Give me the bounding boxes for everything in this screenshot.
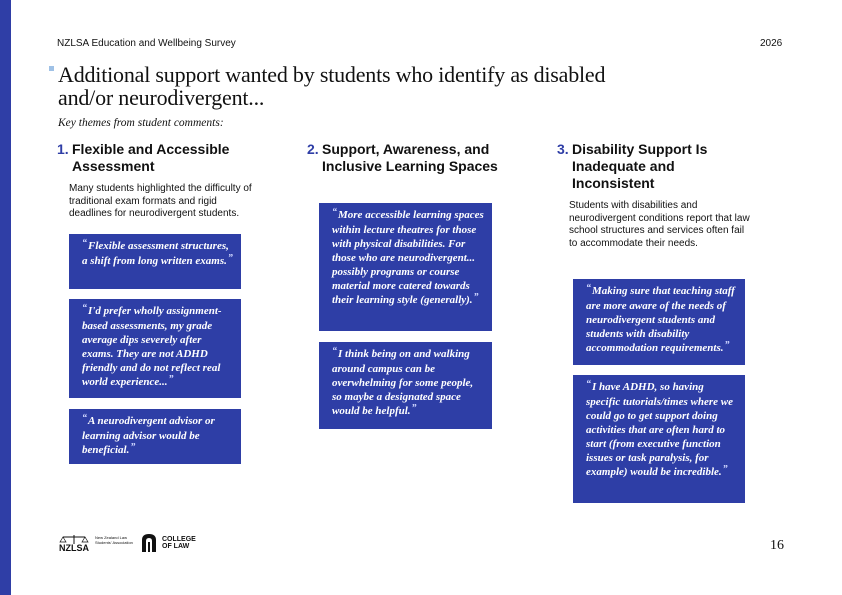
theme-title: Flexible and Accessible Assessment: [72, 141, 230, 174]
quote-card: [69, 409, 241, 464]
open-quote-icon: “: [586, 283, 591, 294]
close-quote-icon: ”: [722, 464, 728, 475]
quote-card: [69, 299, 241, 398]
close-quote-icon: ”: [724, 340, 730, 351]
close-quote-icon: ”: [227, 253, 233, 264]
survey-name: NZLSA Education and Wellbeing Survey: [57, 38, 236, 49]
college-of-law-logo-text: COLLEGE OF LAW: [162, 536, 196, 550]
close-quote-icon: ”: [130, 442, 136, 453]
svg-text:NZLSA: NZLSA: [59, 543, 89, 553]
theme-heading: [557, 141, 757, 192]
quote-text: Making sure that teaching staff are more aware of the needs of neurodivergent students and students with disability accommodation requirements.: [586, 285, 735, 354]
quote-card: [573, 375, 745, 503]
theme-number: 2.: [307, 141, 319, 157]
open-quote-icon: “: [332, 346, 337, 357]
page-number: 16: [770, 538, 784, 553]
theme-number: 3.: [557, 141, 569, 157]
theme-heading: [57, 141, 257, 175]
theme-column-1: [57, 141, 257, 221]
open-quote-icon: “: [82, 303, 87, 314]
close-quote-icon: ”: [168, 374, 174, 385]
close-quote-icon: ”: [411, 403, 417, 414]
close-quote-icon: ”: [473, 292, 479, 303]
nzlsa-logo-text: New Zealand Law Students' Association: [95, 535, 133, 545]
theme-column-2: [307, 141, 507, 175]
theme-heading: [307, 141, 507, 175]
open-quote-icon: “: [82, 238, 87, 249]
open-quote-icon: “: [586, 379, 591, 390]
quote-text: I think being on and walking around campus can be overwhelming for some people, so maybe a designated space would be helpful.: [332, 348, 474, 417]
theme-column-3: [557, 141, 757, 250]
quote-card: [319, 342, 492, 429]
open-quote-icon: “: [82, 413, 87, 424]
theme-title: Disability Support Is Inadequate and Inconsistent: [572, 141, 708, 191]
quote-text: A neurodivergent advisor or learning advisor would be beneficial.: [82, 415, 215, 456]
page-subtitle: Key themes from student comments:: [58, 117, 224, 129]
theme-number: 1.: [57, 141, 69, 157]
quote-card: [573, 279, 745, 365]
open-quote-icon: “: [332, 207, 337, 218]
theme-description: Many students highlighted the difficulty of traditional exam formats and rigid deadlines for neurodivergent students.: [69, 183, 252, 219]
theme-description: Students with disabilities and neurodivergent conditions report that law school structures and services often fail to accommodate their needs.: [569, 200, 750, 249]
quote-card: [69, 234, 241, 289]
quote-text: More accessible learning spaces within lecture theatres for those with physical disabilities. For those who are neurodivergent... possibly programs or course material more catered towards their learning style (generally).: [332, 209, 484, 306]
quote-text: Flexible assessment structures, a shift from long written exams.: [82, 240, 229, 267]
title-marker: [49, 66, 54, 71]
quote-text: I'd prefer wholly assignment-based assessments, my grade average dips severely after exams. They are not ADHD friendly and do not reflect real world experience...: [82, 305, 222, 388]
survey-year: 2026: [760, 38, 783, 49]
side-accent-bar: [0, 0, 11, 595]
quote-text: I have ADHD, so having specific tutorials/times where we could go to get support doing activities that are often hard to start (from executive function issues or task paralysis, for example) would be incredible.: [586, 381, 733, 478]
page-title: Additional support wanted by students who identify as disabled and/or neurodivergent...: [58, 62, 606, 110]
quote-card: [319, 203, 492, 331]
theme-title: Support, Awareness, and Inclusive Learning Spaces: [322, 141, 498, 174]
